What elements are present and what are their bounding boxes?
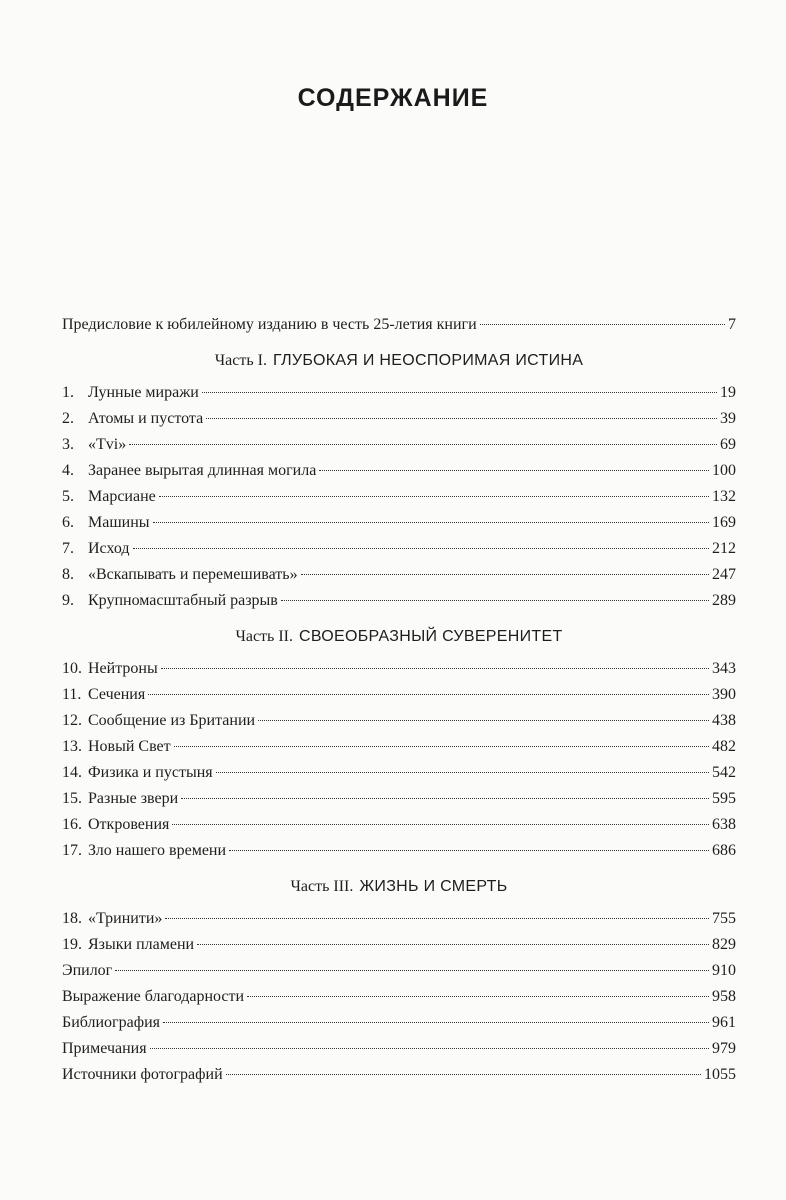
entry-page: 979 bbox=[712, 1040, 736, 1057]
chapter-number: 4. bbox=[62, 462, 74, 479]
toc-entry[interactable] bbox=[62, 536, 736, 562]
entry-label: «Тринити» bbox=[88, 910, 163, 927]
entry-page: 829 bbox=[712, 936, 736, 953]
part-title: ГЛУБОКАЯ И НЕОСПОРИМАЯ ИСТИНА bbox=[273, 352, 584, 369]
dot-leader bbox=[161, 668, 709, 669]
entry-label: Крупномасштабный разрыв bbox=[88, 592, 278, 609]
toc-entry[interactable] bbox=[62, 734, 736, 760]
entry-label: Сообщение из Британии bbox=[88, 712, 256, 729]
toc-entry[interactable] bbox=[62, 932, 736, 958]
dot-leader bbox=[133, 548, 709, 549]
dot-leader bbox=[163, 1022, 709, 1023]
entry-page: 289 bbox=[712, 592, 736, 609]
chapter-number: 3. bbox=[62, 436, 74, 453]
part-heading-2 bbox=[62, 622, 736, 652]
chapter-number: 17. bbox=[62, 842, 82, 859]
entry-label: «Вскапывать и перемешивать» bbox=[88, 566, 298, 583]
entry-page: 100 bbox=[712, 462, 736, 479]
entry-label: Примечания bbox=[62, 1040, 147, 1057]
chapter-number: 11. bbox=[62, 686, 82, 703]
chapter-number: 7. bbox=[62, 540, 74, 557]
toc-entry[interactable] bbox=[62, 1010, 736, 1036]
dot-leader bbox=[174, 746, 709, 747]
toc-entry[interactable] bbox=[62, 984, 736, 1010]
dot-leader bbox=[150, 1048, 709, 1049]
entry-page: 69 bbox=[720, 436, 736, 453]
entry-page: 958 bbox=[712, 988, 736, 1005]
part-number: Часть I. bbox=[214, 352, 267, 369]
chapter-number: 9. bbox=[62, 592, 74, 609]
chapter-number: 13. bbox=[62, 738, 82, 755]
toc-entry[interactable] bbox=[62, 838, 736, 864]
table-of-contents bbox=[62, 312, 736, 1088]
dot-leader bbox=[216, 772, 709, 773]
toc-entry[interactable] bbox=[62, 588, 736, 614]
dot-leader bbox=[159, 496, 709, 497]
entry-label: Марсиане bbox=[88, 488, 156, 505]
entry-page: 343 bbox=[712, 660, 736, 677]
entry-label: Языки пламени bbox=[88, 936, 195, 953]
entry-page: 19 bbox=[720, 384, 736, 401]
part-number: Часть III. bbox=[290, 878, 354, 895]
entry-page: 7 bbox=[728, 316, 736, 333]
chapter-number: 8. bbox=[62, 566, 74, 583]
toc-entry[interactable] bbox=[62, 656, 736, 682]
toc-entry[interactable] bbox=[62, 432, 736, 458]
dot-leader bbox=[480, 324, 725, 325]
chapter-number: 12. bbox=[62, 712, 82, 729]
entry-page: 39 bbox=[720, 410, 736, 427]
entry-page: 390 bbox=[712, 686, 736, 703]
toc-entry[interactable] bbox=[62, 510, 736, 536]
part-title: СВОЕОБРАЗНЫЙ СУВЕРЕНИТЕТ bbox=[299, 628, 563, 645]
part-heading-3 bbox=[62, 872, 736, 902]
chapter-number: 18. bbox=[62, 910, 82, 927]
dot-leader bbox=[206, 418, 717, 419]
entry-label: Лунные миражи bbox=[88, 384, 199, 401]
entry-page: 686 bbox=[712, 842, 736, 859]
dot-leader bbox=[172, 824, 709, 825]
chapter-number: 16. bbox=[62, 816, 82, 833]
chapter-number: 5. bbox=[62, 488, 74, 505]
chapter-number: 19. bbox=[62, 936, 82, 953]
dot-leader bbox=[247, 996, 709, 997]
entry-label: Разные звери bbox=[88, 790, 179, 807]
dot-leader bbox=[165, 918, 709, 919]
dot-leader bbox=[181, 798, 709, 799]
entry-label: Библиография bbox=[62, 1014, 160, 1031]
entry-page: 247 bbox=[712, 566, 736, 583]
part-title: ЖИЗНЬ И СМЕРТЬ bbox=[359, 878, 508, 895]
toc-entry[interactable] bbox=[62, 958, 736, 984]
entry-label: Исход bbox=[88, 540, 130, 557]
page-title: СОДЕРЖАНИЕ bbox=[297, 84, 489, 112]
toc-entry[interactable] bbox=[62, 1062, 736, 1088]
entry-page: 438 bbox=[712, 712, 736, 729]
entry-page: 1055 bbox=[704, 1066, 736, 1083]
toc-entry[interactable] bbox=[62, 906, 736, 932]
dot-leader bbox=[281, 600, 709, 601]
toc-entry[interactable] bbox=[62, 562, 736, 588]
dot-leader bbox=[202, 392, 717, 393]
toc-entry[interactable] bbox=[62, 786, 736, 812]
entry-label: Сечения bbox=[88, 686, 146, 703]
dot-leader bbox=[319, 470, 709, 471]
entry-label: Нейтроны bbox=[88, 660, 158, 677]
chapter-number: 14. bbox=[62, 764, 82, 781]
entry-page: 910 bbox=[712, 962, 736, 979]
part-heading-1 bbox=[62, 346, 736, 376]
toc-entry[interactable] bbox=[62, 484, 736, 510]
entry-label: Выражение благодарности bbox=[62, 988, 245, 1005]
entry-page: 638 bbox=[712, 816, 736, 833]
entry-label: Физика и пустыня bbox=[88, 764, 213, 781]
entry-page: 132 bbox=[712, 488, 736, 505]
toc-entry[interactable] bbox=[62, 1036, 736, 1062]
entry-label: Источники фотографий bbox=[62, 1066, 223, 1083]
entry-label: Зло нашего времени bbox=[88, 842, 227, 859]
chapter-number: 1. bbox=[62, 384, 74, 401]
dot-leader bbox=[115, 970, 709, 971]
dot-leader bbox=[148, 694, 709, 695]
entry-label: Эпилог bbox=[62, 962, 113, 979]
entry-label: Заранее вырытая длинная могила bbox=[88, 462, 317, 479]
dot-leader bbox=[226, 1074, 701, 1075]
chapter-number: 10. bbox=[62, 660, 82, 677]
toc-entry[interactable] bbox=[62, 458, 736, 484]
toc-entry[interactable] bbox=[62, 708, 736, 734]
entry-label: Новый Свет bbox=[88, 738, 171, 755]
toc-entry[interactable] bbox=[62, 812, 736, 838]
entry-page: 169 bbox=[712, 514, 736, 531]
toc-entry[interactable] bbox=[62, 760, 736, 786]
chapter-number: 15. bbox=[62, 790, 82, 807]
entry-label: Машины bbox=[88, 514, 150, 531]
entry-page: 212 bbox=[712, 540, 736, 557]
toc-entry-preface[interactable] bbox=[62, 312, 736, 338]
dot-leader bbox=[301, 574, 709, 575]
part-number: Часть II. bbox=[235, 628, 293, 645]
toc-entry[interactable] bbox=[62, 406, 736, 432]
chapter-number: 2. bbox=[62, 410, 74, 427]
dot-leader bbox=[197, 944, 709, 945]
entry-page: 542 bbox=[712, 764, 736, 781]
entry-label: Атомы и пустота bbox=[88, 410, 204, 427]
dot-leader bbox=[258, 720, 709, 721]
entry-label: Откровения bbox=[88, 816, 170, 833]
entry-label: «Tvi» bbox=[88, 436, 127, 453]
entry-page: 482 bbox=[712, 738, 736, 755]
dot-leader bbox=[153, 522, 709, 523]
entry-page: 595 bbox=[712, 790, 736, 807]
dot-leader bbox=[129, 444, 717, 445]
entry-page: 961 bbox=[712, 1014, 736, 1031]
chapter-number: 6. bbox=[62, 514, 74, 531]
toc-entry[interactable] bbox=[62, 380, 736, 406]
entry-label: Предисловие к юбилейному изданию в честь 25-летия книги bbox=[62, 316, 477, 333]
toc-entry[interactable] bbox=[62, 682, 736, 708]
entry-page: 755 bbox=[712, 910, 736, 927]
dot-leader bbox=[229, 850, 709, 851]
